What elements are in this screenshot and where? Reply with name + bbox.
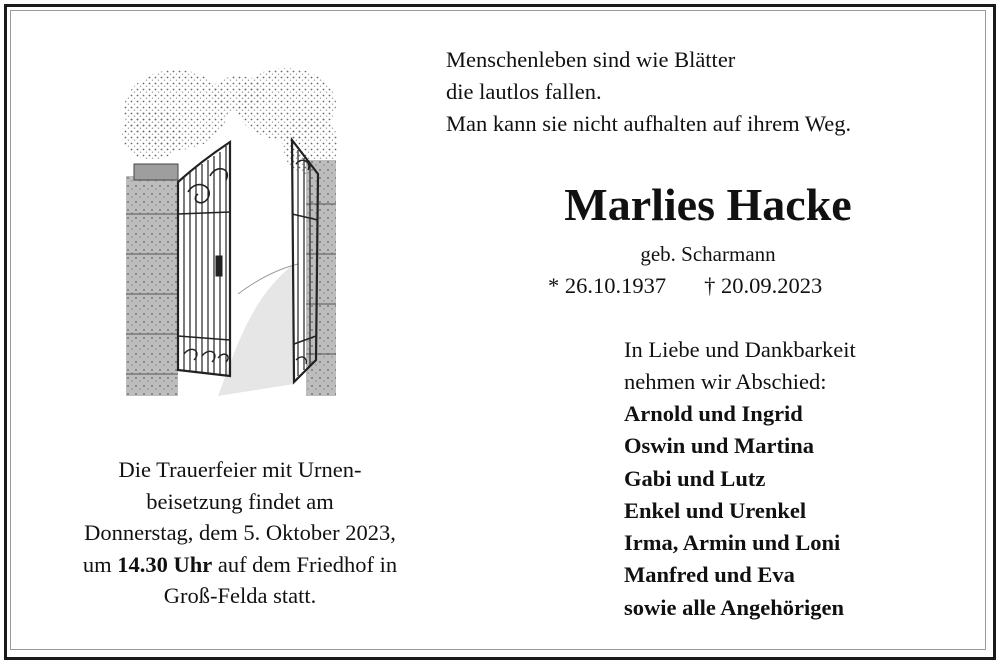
ceremony-line: Groß-Felda statt. — [163, 583, 317, 608]
ceremony-line: Die Trauerfeier mit Urnen- — [118, 457, 362, 482]
ceremony-text: auf dem Friedhof in — [212, 551, 398, 577]
farewell-line: nehmen wir Abschied: — [624, 369, 827, 394]
poem-line: Man kann sie nicht aufhalten auf ihrem Weg. — [446, 111, 852, 136]
mourner: Arnold und Ingrid — [624, 401, 803, 426]
ceremony-line — [30, 549, 450, 581]
mourner: Manfred und Eva — [624, 562, 795, 588]
birth-name: geb. Scharmann — [640, 242, 776, 266]
mourner: Gabi und Lutz — [624, 465, 766, 491]
mourner: Oswin und Martina — [624, 433, 815, 459]
birth-date: * 26.10.1937 — [548, 273, 667, 298]
life-dates — [548, 271, 822, 301]
mourners-list — [624, 398, 844, 624]
ceremony-line: beisetzung findet am — [146, 488, 334, 514]
death-date: † 20.09.2023 — [704, 273, 823, 298]
left-gate — [178, 142, 230, 376]
poem-line: die lautlos fallen. — [446, 79, 602, 104]
ceremony-line: Donnerstag, dem 5. Oktober 2023, — [84, 520, 396, 545]
farewell-line: In Liebe und Dankbarkeit — [624, 337, 856, 362]
left-pillar — [126, 164, 178, 396]
open-garden-gate-icon — [118, 64, 340, 400]
deceased-name: Marlies Hacke — [564, 179, 852, 230]
mourner: Irma, Armin und Loni — [624, 530, 841, 556]
farewell-text — [624, 334, 856, 398]
ceremony-time: 14.30 Uhr — [117, 551, 213, 577]
mourner: Enkel und Urenkel — [624, 497, 807, 523]
poem-line: Menschenleben sind wie Blätter — [446, 47, 736, 72]
ceremony-text: um — [82, 551, 118, 577]
ceremony-notice — [30, 454, 450, 612]
poem — [446, 44, 851, 140]
mourner: sowie alle Angehörigen — [624, 594, 844, 620]
